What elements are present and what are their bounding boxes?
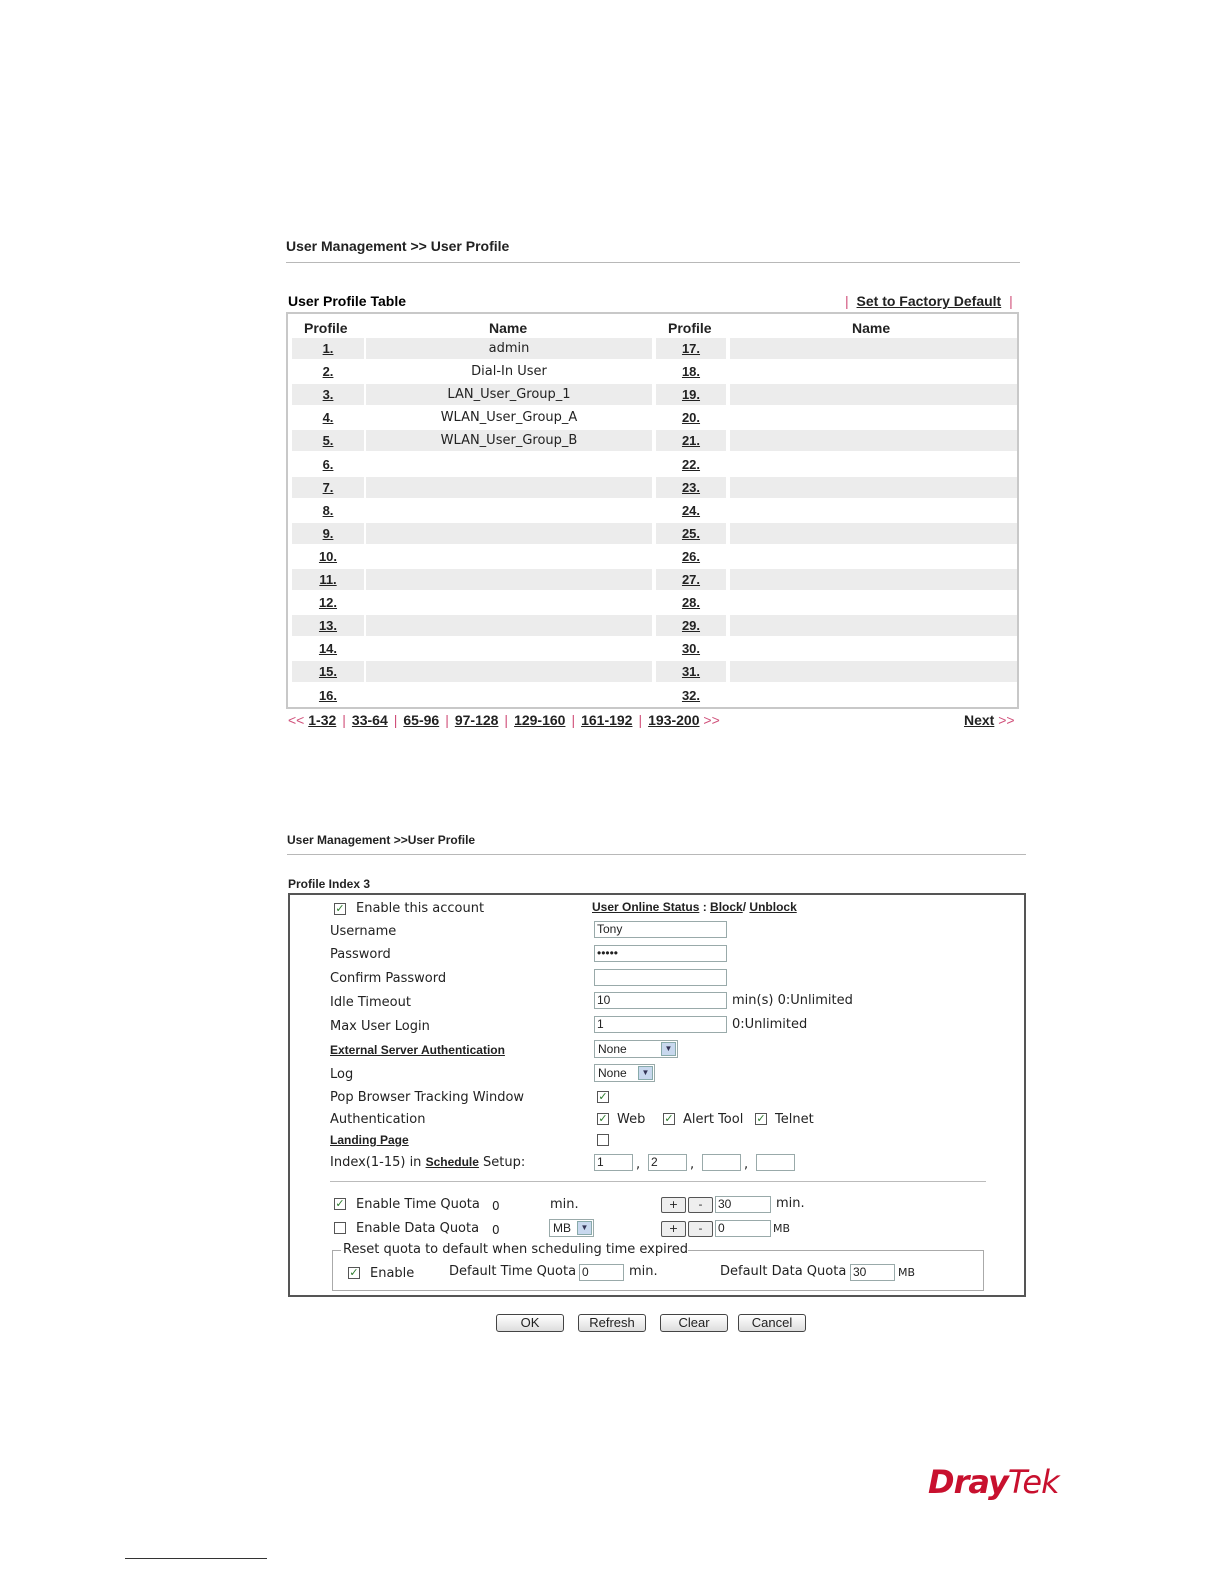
confirm-password-input[interactable] xyxy=(594,969,727,986)
profile-link-right[interactable]: 27. xyxy=(681,572,701,587)
profile-link-right[interactable]: 32. xyxy=(681,687,701,703)
profile-form xyxy=(288,893,1026,1297)
profile-name-right-cell xyxy=(730,638,1017,659)
profile-name-right-cell xyxy=(730,500,1017,521)
auth-alert-checkbox[interactable]: ✓ xyxy=(664,1112,674,1125)
profile-name-right-cell xyxy=(730,523,1017,544)
idle-timeout-label: Idle Timeout xyxy=(330,995,411,1010)
draytek-logo xyxy=(928,1463,1059,1501)
separator: | xyxy=(845,293,849,309)
profile-link-left[interactable]: 16. xyxy=(318,687,338,703)
profile-name-left-cell xyxy=(366,685,652,706)
profile-link-right[interactable]: 25. xyxy=(681,525,701,541)
table-row xyxy=(290,407,1017,428)
table-row xyxy=(290,477,1017,498)
auth-telnet-checkbox[interactable]: ✓ xyxy=(756,1112,766,1125)
footer-rule xyxy=(125,1558,267,1559)
pop-tracking-label: Pop Browser Tracking Window xyxy=(330,1090,525,1105)
profile-name-left-cell xyxy=(366,615,652,636)
data-quota-plus-button[interactable]: + xyxy=(661,1221,686,1237)
profile-link-right-cell xyxy=(656,685,726,706)
profile-link-left-cell xyxy=(292,384,364,405)
profile-link-left-cell xyxy=(292,569,364,590)
profile-name-left: LAN_User_Group_1 xyxy=(447,387,571,403)
profile-link-left-cell xyxy=(292,500,364,521)
profile-link-right[interactable]: 24. xyxy=(681,502,701,518)
default-time-label: Default Time Quota xyxy=(449,1264,577,1279)
profile-link-right-cell xyxy=(656,638,726,659)
profile-link-left[interactable]: 4. xyxy=(322,410,334,426)
schedule-label xyxy=(330,1155,525,1170)
time-quota-checkbox[interactable]: ✓ xyxy=(335,1197,345,1210)
profile-link-right-cell xyxy=(656,592,726,613)
profile-link-right-cell xyxy=(656,615,726,636)
refresh-button[interactable]: Refresh xyxy=(578,1314,646,1332)
reset-quota-fieldset xyxy=(332,1242,984,1291)
profile-link-left-cell xyxy=(292,615,364,636)
col-header-profile-right: Profile xyxy=(668,320,712,336)
profile-name-left-cell xyxy=(366,407,652,428)
profile-name-left-cell xyxy=(366,523,652,544)
data-quota-checkbox[interactable] xyxy=(334,1222,346,1234)
profile-link-left[interactable]: 8. xyxy=(322,502,334,518)
schedule-prefix: Index(1-15) in xyxy=(330,1155,426,1170)
table-row xyxy=(290,569,1017,590)
profile-name-left: WLAN_User_Group_B xyxy=(440,433,578,449)
auth-telnet-label: Telnet xyxy=(775,1112,814,1127)
profile-name-right-cell xyxy=(730,569,1017,590)
profile-name-right-cell xyxy=(730,477,1017,498)
page-separator: | xyxy=(638,712,643,728)
comma: , xyxy=(636,1157,641,1172)
profile-name-right-cell xyxy=(730,661,1017,682)
page-breadcrumb: User Management >> User Profile xyxy=(286,238,510,254)
table-row xyxy=(290,338,1017,359)
table-title xyxy=(288,293,406,309)
data-quota-input[interactable]: 0 xyxy=(715,1220,771,1237)
fieldset-top-left xyxy=(333,1250,341,1251)
profile-link-right[interactable]: 21. xyxy=(681,433,701,449)
confirm-password-label: Confirm Password xyxy=(330,971,447,986)
profile-link-right-cell xyxy=(656,546,726,567)
profile-link-right-cell xyxy=(656,523,726,544)
comma: , xyxy=(690,1157,695,1172)
pagination xyxy=(288,712,720,728)
factory-default-wrap xyxy=(845,293,1013,309)
profile-link-left[interactable]: 11. xyxy=(319,572,337,587)
table-title-text: User Profile Table xyxy=(288,293,407,309)
page-separator: | xyxy=(504,712,509,728)
default-time-unit: min. xyxy=(629,1264,658,1279)
reset-quota-legend: Reset quota to default when scheduling time expired xyxy=(343,1242,689,1257)
profile-name-left: WLAN_User_Group_A xyxy=(440,410,578,426)
chevron-down-icon: ▼ xyxy=(638,1066,653,1080)
ok-button[interactable]: OK xyxy=(496,1314,564,1332)
profile-link-left-cell xyxy=(292,685,364,706)
profile-name-left-cell xyxy=(366,477,652,498)
external-auth-link[interactable]: External Server Authentication xyxy=(330,1043,505,1057)
profile-name-right-cell xyxy=(730,338,1017,359)
table-row xyxy=(290,546,1017,567)
data-quota-minus-button[interactable]: - xyxy=(688,1221,713,1237)
next-arrows-inline: >> xyxy=(703,712,720,728)
profile-link-right-cell xyxy=(656,477,726,498)
next-wrap xyxy=(964,712,1015,728)
page-separator: | xyxy=(393,712,398,728)
profile-name-right-cell xyxy=(730,384,1017,405)
table-row xyxy=(290,615,1017,636)
time-quota-unit: min. xyxy=(776,1196,805,1211)
external-auth-value: None xyxy=(598,1042,627,1056)
profile-name-left: Dial-In User xyxy=(471,364,547,380)
comma: , xyxy=(744,1157,749,1172)
online-status-group xyxy=(592,900,797,914)
schedule-index-3[interactable] xyxy=(702,1154,741,1171)
profile-link-left[interactable]: 15. xyxy=(318,664,338,680)
auth-web-checkbox[interactable]: ✓ xyxy=(598,1112,608,1125)
page-link[interactable]: 1-32 xyxy=(308,712,337,728)
page-link[interactable]: 129-160 xyxy=(514,712,566,728)
prev-arrows: << xyxy=(288,712,305,728)
default-data-unit: MB xyxy=(898,1266,916,1279)
profile-name-left-cell xyxy=(366,569,652,590)
chevron-down-icon: ▼ xyxy=(661,1042,676,1056)
data-quota-unit: MB xyxy=(773,1222,791,1235)
profile-name-right-cell xyxy=(730,685,1017,706)
profile-link-left-cell xyxy=(292,592,364,613)
profile-link-left-cell xyxy=(292,361,364,382)
profile-link-left[interactable]: 12. xyxy=(318,595,338,611)
username-label: Username xyxy=(330,924,397,939)
profile-link-right-cell xyxy=(656,361,726,382)
page-separator: | xyxy=(445,712,449,728)
profile-link-right-cell xyxy=(656,430,726,451)
max-login-hint: 0:Unlimited xyxy=(732,1017,808,1032)
next-arrows: >> xyxy=(998,712,1015,728)
profile-link-right[interactable]: 23. xyxy=(681,479,701,495)
profile-link-left[interactable]: 7. xyxy=(322,479,334,495)
profile-link-left[interactable]: 2. xyxy=(322,364,334,380)
profile-name-right-cell xyxy=(730,615,1017,636)
landing-page-link[interactable]: Landing Page xyxy=(330,1133,409,1147)
page-links xyxy=(308,712,703,728)
profile-link-left-cell xyxy=(292,454,364,475)
colon: : xyxy=(699,900,711,914)
time-quota-used: 0 xyxy=(492,1199,500,1213)
profile-link-right[interactable]: 30. xyxy=(681,641,701,657)
profile-name-left-cell xyxy=(366,661,652,682)
unblock-link[interactable]: Unblock xyxy=(749,900,797,914)
table-row xyxy=(290,592,1017,613)
set-factory-default-link[interactable]: Set to Factory Default xyxy=(856,293,1002,309)
profile-index-title: Profile Index 3 xyxy=(288,877,371,891)
slash: / xyxy=(742,900,750,914)
col-header-name-right: Name xyxy=(852,320,891,336)
schedule-index-4[interactable] xyxy=(756,1154,795,1171)
table-row xyxy=(290,384,1017,405)
profile-name-left-cell xyxy=(366,430,652,451)
profile-link-right-cell xyxy=(656,500,726,521)
header-divider xyxy=(286,262,1020,263)
col-header-profile-left: Profile xyxy=(304,320,348,336)
page-link[interactable]: 33-64 xyxy=(351,712,388,728)
schedule-index-2[interactable]: 2 xyxy=(648,1154,687,1171)
data-quota-used: 0 xyxy=(492,1223,500,1237)
enable-account-checkbox[interactable]: ✓ xyxy=(335,902,345,915)
max-login-label: Max User Login xyxy=(330,1019,430,1034)
user-online-status-link[interactable]: User Online Status xyxy=(592,900,700,914)
default-time-input[interactable]: 0 xyxy=(579,1264,624,1281)
profile-link-right-cell xyxy=(656,384,726,405)
profile-link-left-cell xyxy=(292,407,364,428)
profile-link-left[interactable]: 1. xyxy=(322,341,334,356)
profile-name-right-cell xyxy=(730,546,1017,567)
profile-name-left-cell xyxy=(366,638,652,659)
profile-name-left-cell xyxy=(366,384,652,405)
logo-text-a: Dray xyxy=(928,1463,1008,1501)
profile-name-left-cell xyxy=(366,500,652,521)
profile-link-left[interactable]: 9. xyxy=(322,525,334,541)
default-data-input[interactable]: 30 xyxy=(850,1264,895,1281)
time-quota-input[interactable]: 30 xyxy=(715,1196,771,1213)
profile-link-right[interactable]: 26. xyxy=(681,548,701,564)
password-label: Password xyxy=(330,947,391,962)
form-header-divider xyxy=(287,854,1026,855)
log-label: Log xyxy=(330,1067,354,1082)
profile-name-left-cell xyxy=(366,338,652,359)
page-link[interactable]: 65-96 xyxy=(403,712,440,728)
user-profile-table xyxy=(286,312,1019,709)
profile-name-right-cell xyxy=(730,361,1017,382)
form-breadcrumb: User Management >>User Profile xyxy=(287,833,476,847)
schedule-index-1[interactable]: 1 xyxy=(594,1154,633,1171)
profile-name-right-cell xyxy=(730,454,1017,475)
profile-link-right-cell xyxy=(656,569,726,590)
table-row xyxy=(290,661,1017,682)
next-page-link[interactable]: Next xyxy=(964,712,995,728)
idle-timeout-hint: min(s) 0:Unlimited xyxy=(732,993,853,1008)
reset-enable-checkbox[interactable]: ✓ xyxy=(349,1266,359,1279)
profile-link-left-cell xyxy=(292,523,364,544)
profile-link-left[interactable]: 14. xyxy=(318,641,338,657)
table-row xyxy=(290,361,1017,382)
profile-name-right-cell xyxy=(730,407,1017,428)
authentication-label: Authentication xyxy=(330,1112,426,1127)
time-quota-minus-button[interactable]: - xyxy=(688,1197,713,1213)
data-quota-unit-value: MB xyxy=(553,1221,571,1235)
table-row xyxy=(290,430,1017,451)
log-value: None xyxy=(598,1066,627,1080)
time-quota-label: Enable Time Quota xyxy=(356,1197,480,1212)
profile-name-right-cell xyxy=(730,430,1017,451)
external-auth-select[interactable] xyxy=(594,1040,678,1058)
profile-link-left-cell xyxy=(292,338,364,359)
profile-name-right-cell xyxy=(730,592,1017,613)
profile-link-right-cell xyxy=(656,338,726,359)
profile-link-left-cell xyxy=(292,430,364,451)
reset-enable-label: Enable xyxy=(370,1266,415,1281)
page-separator: | xyxy=(342,712,346,728)
profile-name-left-cell xyxy=(366,546,652,567)
col-header-name-left: Name xyxy=(489,320,528,336)
profile-link-right[interactable]: 20. xyxy=(681,410,701,426)
profile-link-right-cell xyxy=(656,407,726,428)
table-row xyxy=(290,685,1017,706)
profile-name-left-cell xyxy=(366,454,652,475)
profile-link-right[interactable]: 29. xyxy=(681,618,701,634)
time-quota-used-unit: min. xyxy=(550,1197,579,1212)
profile-link-right-cell xyxy=(656,454,726,475)
page-link[interactable]: 97-128 xyxy=(454,712,499,728)
chevron-down-icon: ▼ xyxy=(577,1221,592,1235)
profile-link-right[interactable]: 31. xyxy=(681,664,701,680)
profile-link-left-cell xyxy=(292,546,364,567)
profile-link-right[interactable]: 19. xyxy=(681,387,701,403)
page-link[interactable]: 161-192 xyxy=(581,712,633,728)
data-quota-label: Enable Data Quota xyxy=(356,1221,480,1236)
cancel-button[interactable]: Cancel xyxy=(738,1314,806,1332)
password-input[interactable]: ••••• xyxy=(594,945,727,962)
data-quota-unit-select[interactable] xyxy=(549,1219,594,1237)
table-row xyxy=(290,523,1017,544)
default-data-label: Default Data Quota xyxy=(720,1264,847,1279)
table-row xyxy=(290,454,1017,475)
separator: | xyxy=(1009,293,1013,309)
profile-link-left[interactable]: 6. xyxy=(322,456,334,472)
profile-link-left-cell xyxy=(292,661,364,682)
quota-divider xyxy=(330,1181,986,1182)
profile-link-left-cell xyxy=(292,638,364,659)
auth-alert-label: Alert Tool xyxy=(683,1112,744,1127)
page-separator: | xyxy=(571,712,576,728)
profile-link-right[interactable]: 18. xyxy=(681,364,701,380)
auth-web-label: Web xyxy=(617,1112,646,1127)
enable-account-label: Enable this account xyxy=(356,901,485,916)
landing-page-checkbox[interactable] xyxy=(597,1134,609,1146)
block-link[interactable]: Block xyxy=(710,900,743,914)
logo-text-b: Tek xyxy=(1007,1463,1059,1501)
username-input[interactable]: Tony xyxy=(594,921,727,938)
profile-link-left[interactable]: 10. xyxy=(318,548,338,564)
table-row xyxy=(290,638,1017,659)
profile-link-left[interactable]: 3. xyxy=(322,387,334,403)
profile-link-left[interactable]: 5. xyxy=(322,433,334,449)
profile-name-left: admin xyxy=(488,341,530,356)
profile-name-left-cell xyxy=(366,592,652,613)
profile-link-left[interactable]: 13. xyxy=(318,618,338,634)
profile-link-right[interactable]: 22. xyxy=(681,456,701,472)
table-row xyxy=(290,500,1017,521)
fieldset-top-right xyxy=(688,1250,983,1251)
profile-link-right[interactable]: 28. xyxy=(681,595,701,611)
profile-link-right-cell xyxy=(656,661,726,682)
pop-tracking-checkbox[interactable]: ✓ xyxy=(598,1090,608,1103)
clear-button[interactable]: Clear xyxy=(660,1314,728,1332)
log-select[interactable] xyxy=(594,1064,655,1082)
profile-link-right[interactable]: 17. xyxy=(681,341,701,356)
max-login-input[interactable]: 1 xyxy=(594,1016,727,1033)
profile-name-left-cell xyxy=(366,361,652,382)
time-quota-plus-button[interactable]: + xyxy=(661,1197,686,1213)
profile-link-left-cell xyxy=(292,477,364,498)
idle-timeout-input[interactable]: 10 xyxy=(594,992,727,1009)
schedule-suffix: Setup: xyxy=(478,1155,526,1170)
schedule-link[interactable]: Schedule xyxy=(425,1155,479,1169)
page-link[interactable]: 193-200 xyxy=(648,712,700,728)
